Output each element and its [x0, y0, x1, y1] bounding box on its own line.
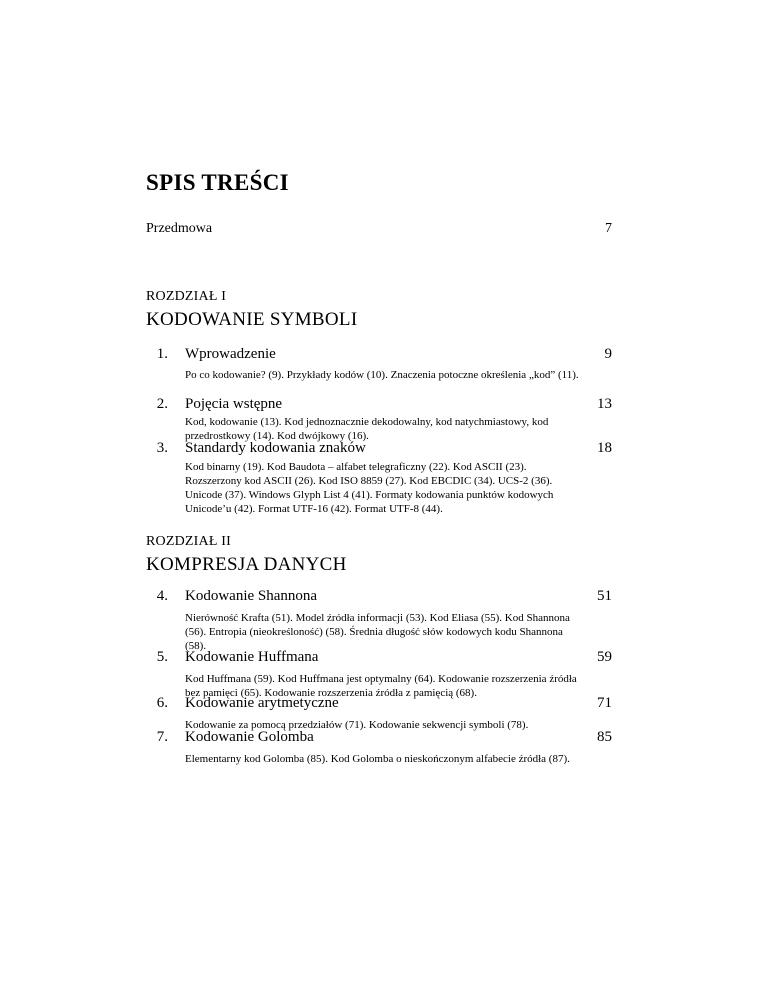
entry-description: Elementarny kod Golomba (85). Kod Golomba o nieskończonym alfabecie źródła (87). — [185, 753, 570, 765]
entry-number: 6. — [156, 695, 168, 711]
chapter-title: KODOWANIE SYMBOLI — [146, 309, 358, 330]
chapter-label: ROZDZIAŁ II — [146, 534, 232, 549]
entry-page-number: 9 — [604, 346, 612, 362]
entry-title: Kodowanie Huffmana — [185, 649, 319, 665]
entry-page-number: 18 — [597, 440, 612, 456]
entry-number: 4. — [156, 588, 168, 604]
entry-page-number: 13 — [597, 396, 612, 412]
entry-number: 7. — [156, 729, 168, 745]
entry-page-number: 59 — [597, 649, 612, 665]
entry-title: Wprowadzenie — [185, 346, 276, 362]
entry-description: Kod binarny (19). Kod Baudota – alfabet telegraficzny (22). Kod ASCII (23). Rozszerzony kod ASCII (26). Kod ISO 8859 (27). Kod EBCDIC (34). UCS-2 (36). Unicode (37). Windows Glyph List 4 (41). Formaty kodowania punktów kodowych Unicode’u (42). Format UTF-16 (42). Format UTF-8 (44). — [185, 461, 554, 515]
preface-label: Przedmowa — [146, 221, 213, 236]
entry-description: Nierówność Krafta (51). Model źródła informacji (53). Kod Eliasa (55). Kod Shannona (56). Entropia (nieokreśloność) (58). Średnia długość słów kodowych kodu Shannona (58). — [185, 612, 570, 652]
entry-number: 5. — [156, 649, 168, 665]
entry-description: Po co kodowanie? (9). Przykłady kodów (10). Znaczenia potoczne określenia „kod” (11). — [185, 369, 579, 381]
entry-page-number: 71 — [597, 695, 612, 711]
entry-number: 2. — [156, 396, 168, 412]
entry-page-number: 51 — [597, 588, 612, 604]
entry-number: 1. — [156, 346, 168, 362]
chapter-title: KOMPRESJA DANYCH — [146, 554, 347, 575]
entry-number: 3. — [156, 440, 168, 456]
chapter-label: ROZDZIAŁ I — [146, 289, 227, 304]
entry-title: Kodowanie Golomba — [185, 729, 314, 745]
entry-title: Pojęcia wstępne — [185, 396, 283, 412]
entry-title: Kodowanie arytmetyczne — [185, 695, 339, 711]
entry-title: Kodowanie Shannona — [185, 588, 318, 604]
entry-description: Kod, kodowanie (13). Kod jednoznacznie dekodowalny, kod natychmiastowy, kod przedrostkowy (14). Kod dwójkowy (16). — [185, 416, 549, 442]
preface-page-number: 7 — [605, 221, 612, 236]
entry-page-number: 85 — [597, 729, 612, 745]
entry-description: Kod Huffmana (59). Kod Huffmana jest optymalny (64). Kodowanie rozszerzenia źródła bez pamięci (65). Kodowanie rozszerzenia źródła z pamięcią (68). — [185, 673, 577, 699]
entry-title: Standardy kodowania znaków — [185, 440, 366, 456]
entry-description: Kodowanie za pomocą przedziałów (71). Kodowanie sekwencji symboli (78). — [185, 719, 529, 731]
page-title: SPIS TREŚCI — [146, 170, 289, 195]
